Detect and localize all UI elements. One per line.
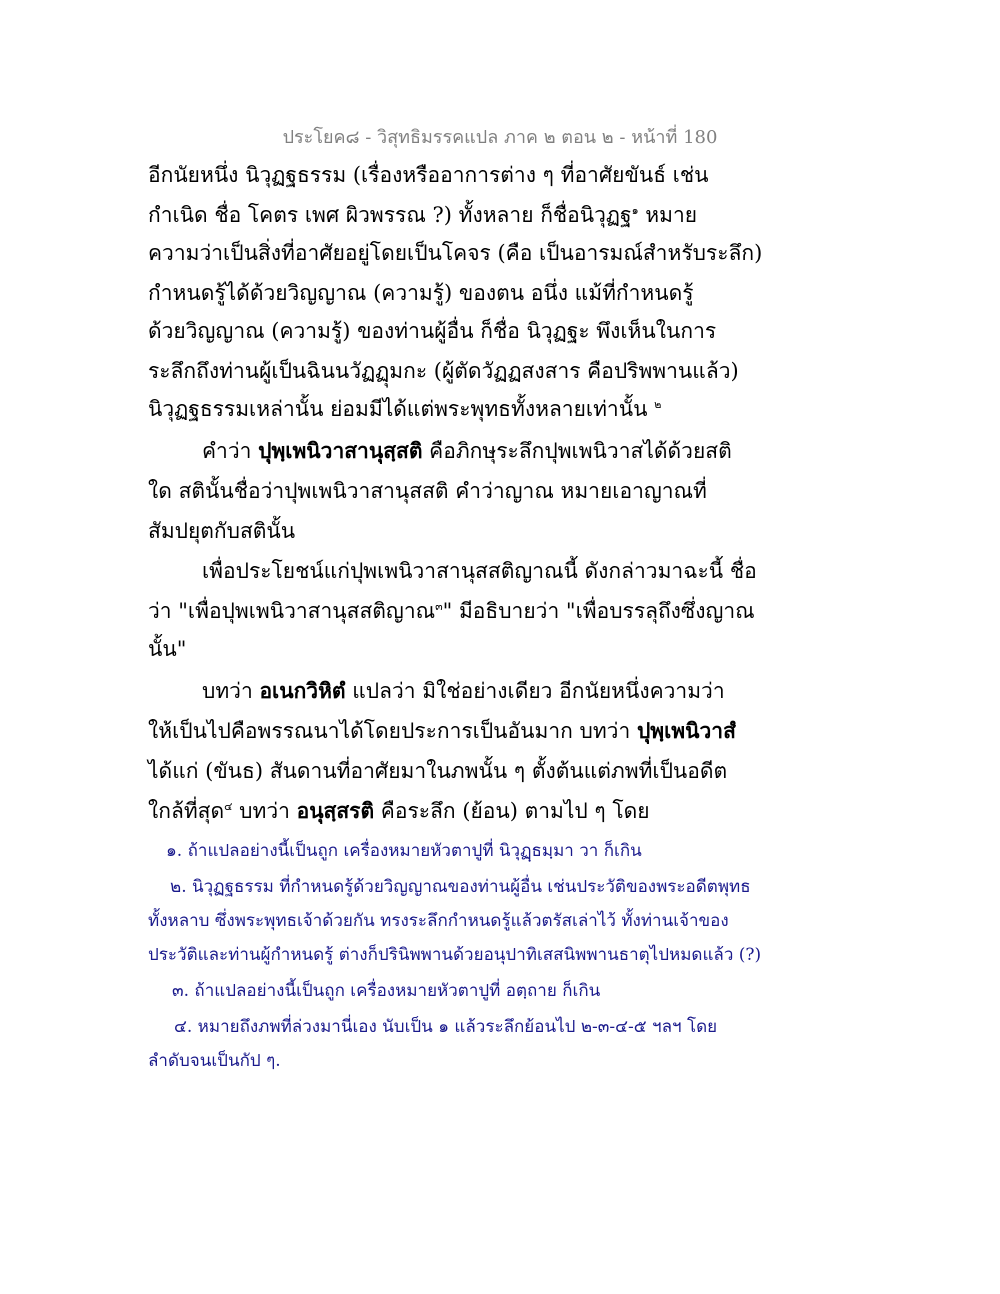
body-text: ใกล้ที่สุด (148, 799, 225, 823)
footnote-ref-4: ๔ (224, 800, 233, 813)
body-text: นิวุฏฐธรรมเหล่านั้น ย่อมมีได้แต่พระพุทธทั้งหลายเท่านั้น (148, 397, 648, 421)
body-text: คือภิกษุระลึกปุพเพนิวาสได้ด้วยสติ (422, 439, 732, 463)
body-text: หมาย (638, 203, 698, 227)
body-line-10: สัมปยุตกับสตินั้น (148, 519, 296, 543)
term-bold: ปุพฺเพนิวาสํ (636, 718, 736, 743)
footnote-2-line-2: ทั้งหลาบ ซึ่งพระพุทธเจ้าด้วยกัน ทรงระลึกกำหนดรู้แล้วตรัสเล่าไว้ ทั้งท่านเจ้าของ (148, 911, 729, 931)
body-line-14 (202, 676, 725, 706)
body-line-17 (148, 796, 650, 826)
body-text: กำเนิด ชื่อ โคตร เพศ ผิวพรรณ ?) ทั้งหลาย ก็ชื่อนิวุฏฐ (148, 203, 632, 227)
footnote-4-line-1: ๔. หมายถึงภพที่ล่วงมานี่เอง นับเป็น ๑ แล้วระลึกย้อนไป ๒-๓-๔-๕ ฯลฯ โดย (174, 1017, 718, 1037)
body-text: แปลว่า มิใช่อย่างเดียว อีกนัยหนึ่งความว่า (345, 679, 725, 703)
body-line-4: กำหนดรู้ได้ด้วยวิญญาณ (ความรู้) ของตน อนึ่ง แม้ที่กำหนดรู้ (148, 281, 694, 305)
body-line-1: อีกนัยหนึ่ง นิวุฏฐธรรม (เรื่องหรืออาการต่าง ๆ ที่อาศัยขันธ์ เช่น (148, 163, 709, 187)
body-line-7 (148, 394, 661, 424)
page-header: ประโยค๘ - วิสุทธิมรรคแปล ภาค ๒ ตอน ๒ - หน้าที่ 180 (282, 127, 718, 148)
body-text: ให้เป็นไปคือพรรณนาได้โดยประการเป็นอันมาก บทว่า (148, 719, 637, 743)
body-line-16: ได้แก่ (ขันธ) สันดานที่อาศัยมาในภพนั้น ๆ ตั้งต้นแต่ภพที่เป็นอดีต (148, 759, 728, 783)
body-line-2 (148, 200, 697, 230)
term-bold: อนุสฺสรติ (296, 798, 375, 823)
body-text: คือระลึก (ย้อน) ตามไป ๆ โดย (374, 799, 650, 823)
body-line-11: เพื่อประโยชน์แก่ปุพเพนิวาสานุสสติญาณนี้ ดังกล่าวมาฉะนี้ ชื่อ (202, 559, 757, 583)
footnote-ref-1: ๑ (631, 204, 639, 217)
term-bold: ปุพฺเพนิวาสานุสฺสติ (258, 438, 423, 463)
body-line-3: ความว่าเป็นสิ่งที่อาศัยอยู่โดยเป็นโคจร (คือ เป็นอารมณ์สำหรับระลึก) (148, 241, 763, 265)
footnote-ref-2: ๒ (654, 398, 662, 411)
body-text: คำว่า (202, 439, 259, 463)
footnote-3: ๓. ถ้าแปลอย่างนี้เป็นถูก เครื่องหมายหัวตาปูที่ อตฺถาย ก็เกิน (172, 981, 601, 1001)
footnote-1: ๑. ถ้าแปลอย่างนี้เป็นถูก เครื่องหมายหัวตาปูที่ นิวุฏฺธมฺมา วา ก็เกิน (166, 841, 642, 861)
body-text: บทว่า (232, 799, 297, 823)
body-line-5: ด้วยวิญญาณ (ความรู้) ของท่านผู้อื่น ก็ชื่อ นิวุฏฐะ พึงเห็นในการ (148, 319, 717, 343)
body-text: บทว่า (202, 679, 260, 703)
footnote-2-line-3: ประวัติและท่านผู้กำหนดรู้ ต่างก็ปรินิพพานด้วยอนุปาทิเสสนิพพานธาตุไปหมดแล้ว (?) (148, 945, 762, 965)
body-text: " มีอธิบายว่า "เพื่อบรรลุถึงซึ่งญาณ (442, 599, 755, 623)
body-line-8 (202, 436, 732, 466)
body-line-13: นั้น" (148, 637, 187, 661)
body-text: ว่า "เพื่อปุพเพนิวาสานุสสติญาณ (148, 599, 436, 623)
body-line-9: ใด สตินั้นชื่อว่าปุพเพนิวาสานุสสติ คำว่าญาณ หมายเอาญาณที่ (148, 479, 707, 503)
footnote-4-line-2: ลำดับจนเป็นกัป ๆ. (148, 1051, 281, 1071)
footnote-2-line-1: ๒. นิวุฏฐธรรม ที่กำหนดรู้ด้วยวิญญาณของท่านผู้อื่น เช่นประวัติของพระอดีตพุทธ (170, 877, 751, 897)
footnote-ref-3: ๓ (435, 600, 443, 613)
body-line-12 (148, 596, 755, 626)
term-bold: อเนกวิหิตํ (259, 678, 346, 703)
body-line-6: ระลึกถึงท่านผู้เป็นฉินนวัฏฏุมกะ (ผู้ตัดวัฏฏสงสาร คือปริพพานแล้ว) (148, 359, 739, 383)
body-line-15 (148, 716, 736, 746)
